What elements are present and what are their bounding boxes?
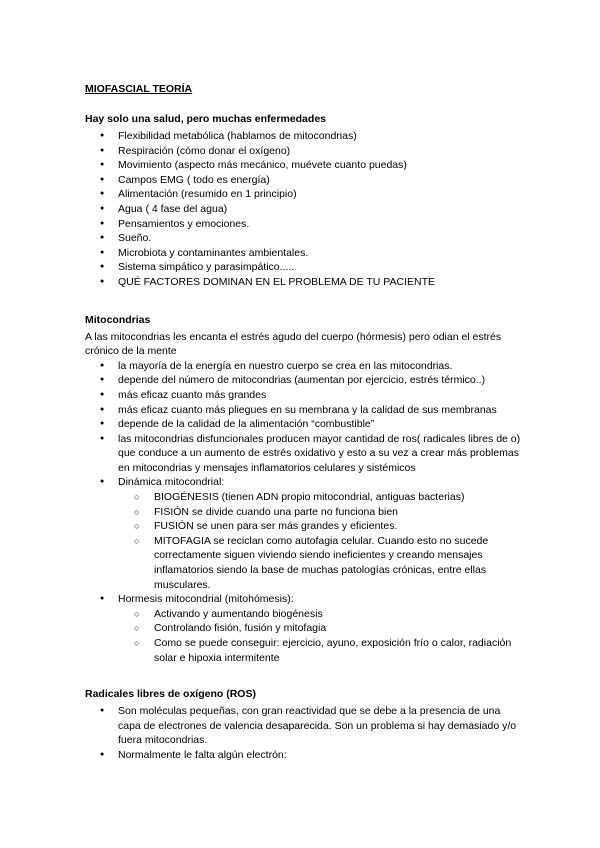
sublist-item: ○ FISIÓN se divide cuando una parte no funciona bien [118, 505, 525, 520]
list-item: ● más eficaz cuanto más pliegues en su membrana y la calidad de sus membranas [85, 403, 525, 418]
list-item: ● las mitocondrias disfuncionales producen mayor cantidad de ros( radicales libres de o) que conduce a un aumento de estrés oxidativo y esto a su vez a crear más problemas en mitocondrias y mensajes inflamatorios celulares y sistémicos [85, 432, 525, 476]
document-page [85, 82, 525, 763]
list-item: ● QUÉ FACTORES DOMINAN EN EL PROBLEMA DE TU PACIENTE [85, 275, 525, 290]
mitocondrias-list [85, 359, 525, 665]
list-item: ● Campos EMG ( todo es energía) [85, 173, 525, 188]
section-heading-salud: Hay solo una salud, pero muchas enfermedades [85, 113, 326, 125]
sublist-item: ○ Activando y aumentando biogénesis [118, 607, 525, 622]
sublist-item: ○ BIOGÉNESIS (tienen ADN propio mitocondrial, antiguas bacterias) [118, 490, 525, 505]
list-item: ● Sueño. [85, 231, 525, 246]
hormesis-sublist [118, 607, 525, 665]
sublist-item: ○ MITOFAGIA se reciclan como autofagia celular. Cuando esto no sucede correctamente siguen viviendo siendo ineficientes y creando mensajes inflamatorios siendo la base de muchas patologías crónicas, entre ellas musculares. [118, 534, 525, 592]
dinamica-label: Dinámica mitocondrial: [118, 476, 225, 489]
list-item-dinamica [85, 475, 525, 592]
hormesis-label: Hormesis mitocondrial (mitohómesis): [118, 593, 294, 606]
salud-list [85, 129, 525, 290]
dinamica-sublist [118, 490, 525, 592]
list-item: ● Microbiota y contaminantes ambientales. [85, 246, 525, 261]
list-item: ● Respiración (cómo donar el oxígeno) [85, 144, 525, 159]
list-item-hormesis [85, 592, 525, 665]
list-item: ● Flexibilidad metabólica (hablamos de mitocondrias) [85, 129, 525, 144]
sublist-item: ○ FUSIÓN se unen para ser más grandes y eficientes. [118, 519, 525, 534]
ros-list [85, 704, 525, 762]
sublist-item: ○ Controlando fisión, fusión y mitofagia [118, 621, 525, 636]
list-item: ● Sistema simpático y parasimpático..... [85, 260, 525, 275]
sublist-item: ○ Como se puede conseguir: ejercicio, ayuno, exposición frío o calor, radiación solar e hipoxia intermitente [118, 636, 525, 665]
section-heading-mitocondrias: Mitocondrias [85, 313, 151, 326]
list-item: ● la mayoría de la energía en nuestro cuerpo se crea en las mitocondrias. [85, 359, 525, 374]
list-item: ● Normalmente le falta algún electrón: [85, 748, 525, 763]
list-item: ● Pensamientos y emociones. [85, 217, 525, 232]
list-item: ● más eficaz cuanto más grandes [85, 388, 525, 403]
document-title: MIOFASCIAL TEORÍA [85, 83, 193, 95]
list-item: ● Movimiento (aspecto más mecánico, muévete cuanto puedas) [85, 158, 525, 173]
list-item: ● Agua ( 4 fase del agua) [85, 202, 525, 217]
list-item: ● Son moléculas pequeñas, con gran reactividad que se debe a la presencia de una capa de electrones de valencia desaparecida. Son un problema si hay demasiado y/o fuera mitocondrias. [85, 704, 525, 748]
list-item: ● Alimentación (resumido en 1 principio) [85, 187, 525, 202]
section-heading-ros: Radicales libres de oxígeno (ROS) [85, 688, 256, 701]
mitocondrias-intro: A las mitocondrias les encanta el estrés agudo del cuerpo (hórmesis) pero odian el estrés crónico de la mente [85, 330, 502, 358]
list-item: ● depende del número de mitocondrias (aumentan por ejercicio, estrés térmico..) [85, 373, 525, 388]
list-item: ● depende de la calidad de la alimentación “combustible” [85, 417, 525, 432]
